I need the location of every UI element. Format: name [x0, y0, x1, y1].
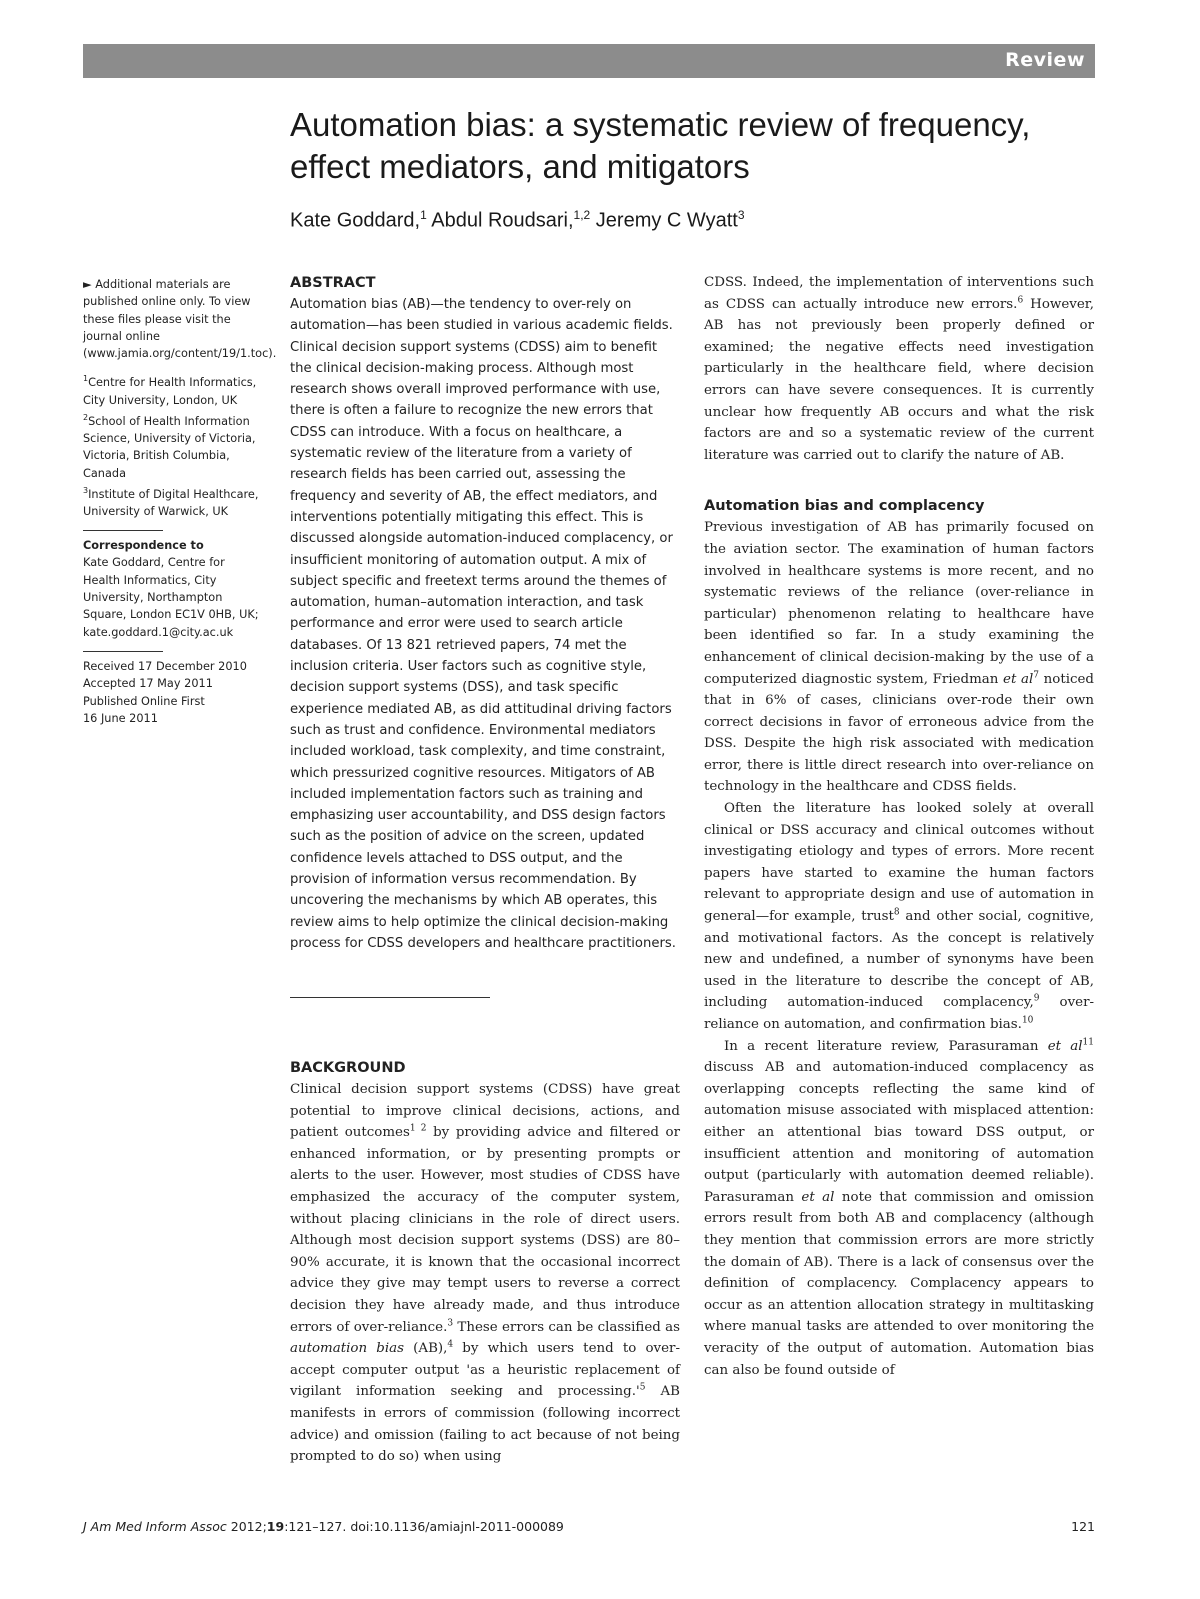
- reference-marker: 1 2: [409, 1123, 427, 1134]
- author-name: Kate Goddard,: [290, 209, 421, 232]
- abstract-section: [290, 272, 682, 954]
- body-paragraph: Often the literature has looked solely at overall clinical or DSS accuracy and clinical outcomes without investigating etiology and types of errors. More recent papers have started to examine the human factors relevant to appropriate design and use of automation in general—for example, trust$^8$ and other social, cognitive, and motivational factors. As the concept is relatively new and undefined, a number of synonyms have been used in the literature to describe the concept of AB, including automation-induced complacency,$^9$ over-reliance on automation, and confirmation bias.$^{10}$: [704, 801, 1094, 1032]
- author-name: Jeremy C Wyatt: [595, 209, 738, 232]
- affiliation: [83, 370, 263, 408]
- right-column: [704, 272, 1094, 1381]
- reference-marker: 8: [893, 907, 900, 918]
- body-paragraph: CDSS. Indeed, the implementation of interventions such as CDSS can actually introduce new errors.$^6$ However, AB has not previously been properly defined or examined; the negative effects need investigation particularly in the healthcare field, where decision errors can have severe consequences. It is currently unclear how frequently AB occurs and what the risk factors are and so a systematic review of the current literature was carried out to clarify the nature of AB.: [704, 275, 1094, 463]
- author-name: Abdul Roudsari,: [431, 209, 574, 232]
- section-banner: [83, 44, 1095, 78]
- page-footer: J Am Med Inform Assoc 2012;19:121–127. doi:10.1136/amiajnl-2011-000089 121: [83, 1519, 1095, 1534]
- abstract-divider: [290, 997, 490, 998]
- affiliation-text: School of Health Information Science, University of Victoria, Victoria, British Columbia, Canada: [83, 414, 256, 480]
- body-paragraph: In a recent literature review, Parasuraman et $al^{11}$ discuss AB and automation-induced complacency as overlapping concepts reflecting the same kind of automation misuse associated with misplaced attention: either an attentional bias toward DSS output, or insufficient attention and monitoring of automation output (particularly with automation deemed reliable). Parasuraman et al note that commission and omission errors result from both AB and complacency (although they mention that commission errors are more strictly the domain of AB). There is a lack of consensus over the definition of complacency. Complacency appears to occur as an attention allocation strategy in multitasking where manual tasks are attended to over monitoring the veracity of the output of automation. Automation bias can also be found outside of: [704, 1037, 1094, 1378]
- article-title: Automation bias: a systematic review of frequency, effect mediators, and mitigators: [290, 106, 1031, 185]
- doi-text: :121–127. doi:10.1136/amiajnl-2011-000089: [284, 1519, 564, 1534]
- reference-marker: 6: [1017, 295, 1024, 306]
- divider: [83, 530, 163, 531]
- background-paragraph: Clinical decision support systems (CDSS) have great potential to improve clinical decisions, actions, and patient outcomes$^{1 2}$ by providing advice and filtered or enhanced information, or by presenting prompts or alerts to the user. However, most studies of CDSS have emphasized the accuracy of the computer system, without placing clinicians in the role of direct users. Although most decision support systems (DSS) are 80–90% accurate, it is known that the occasional incorrect advice they give may tempt users to reverse a correct decision they have already made, and thus introduce errors of over-reliance.$^3$ These errors can be classified as automation bias (AB),$^4$ by which users tend to over-accept computer output 'as a heuristic replacement of vigilant information seeking and $processing.'^5$ AB manifests in errors of commission (following incorrect advice) and omission (failing to act because of not being prompted to do so) when using: [290, 1082, 681, 1465]
- affiliation-text: Centre for Health Informatics, City University, London, UK: [83, 376, 257, 407]
- reference-marker: 5: [639, 1382, 646, 1393]
- background-heading: BACKGROUND: [290, 1060, 406, 1076]
- affiliation-text: Institute of Digital Healthcare, University of Warwick, UK: [83, 487, 259, 518]
- affiliation: [83, 482, 263, 520]
- additional-materials-note: ► Additional materials are published online only. To view these files please visit the journal online (www.jamia.org/content/19/1.toc).: [83, 278, 277, 361]
- date-published: 16 June 2011: [83, 711, 158, 725]
- date-received: Received 17 December 2010: [83, 659, 247, 673]
- sidebar-notes: [83, 276, 277, 727]
- page-number: 121: [1071, 1519, 1095, 1534]
- author-affiliation: 1,2: [573, 208, 591, 222]
- section-label: Review: [1005, 49, 1085, 71]
- body-paragraph: Previous investigation of AB has primarily focused on the aviation sector. The examination of human factors involved in healthcare systems is more recent, and no systematic reviews of the reliance (over-reliance in particular) phenomenon relating to healthcare have been identified so far. In a study examining the enhancement of clinical decision-making by the use of a computerized diagnostic system, Friedman et $al^7$ noticed that in 6% of cases, clinicians over-rode their own correct decisions in favor of erroneous advice from the DSS. Despite the high risk associated with medication error, there is little direct research into over-reliance on technology in the healthcare and CDSS fields.: [704, 520, 1094, 795]
- reference-marker: 3: [447, 1318, 454, 1329]
- section-heading: Automation bias and complacency: [704, 498, 985, 515]
- reference-marker: 10: [1021, 1015, 1034, 1026]
- affiliation-number: 3: [83, 485, 89, 495]
- abstract-heading: ABSTRACT: [290, 275, 376, 291]
- affiliation-number: 2: [83, 412, 89, 422]
- volume-number: 19: [266, 1519, 285, 1534]
- author-affiliation: 1: [420, 208, 427, 222]
- reference-marker: 11: [1082, 1037, 1094, 1048]
- journal-citation: J Am Med Inform Assoc: [83, 1519, 227, 1534]
- divider: [83, 651, 163, 652]
- abstract-text: Automation bias (AB)—the tendency to over-rely on automation—has been studied in various academic fields. Clinical decision support systems (CDSS) aim to benefit the clinical decision-making process. Although most research shows overall improved performance with use, there is often a failure to recognize the new errors that CDSS can introduce. With a focus on healthcare, a systematic review of the literature from a variety of research fields has been carried out, assessing the frequency and severity of AB, the effect mediators, and interventions potentially mitigating this effect. This is discussed alongside automation-induced complacency, or insufficient monitoring of automation output. A mix of subject specific and freetext terms around the themes of automation, human–automation interaction, and task performance and error were used to search article databases. Of 13 821 retrieved papers, 74 met the inclusion criteria. User factors such as cognitive style, decision support systems (DSS), and task specific experience mediated AB, as did attitudinal driving factors such as trust and confidence. Environmental mediators included workload, task complexity, and time constraint, which pressurized cognitive resources. Mitigators of AB included implementation factors such as training and emphasizing user accountability, and DSS design factors such as the position of advice on the screen, updated confidence levels attached to DSS output, and the provision of information versus recommendation. By uncovering the mechanisms by which AB operates, this review aims to help optimize the clinical decision-making process for CDSS developers and healthcare practitioners.: [290, 297, 676, 951]
- author-affiliation: 3: [737, 208, 745, 222]
- affiliation: [83, 409, 263, 482]
- correspondence-heading: Correspondence to: [83, 539, 204, 553]
- background-section: [290, 1057, 680, 1468]
- affiliation-number: 1: [83, 374, 89, 384]
- reference-marker: 4: [447, 1339, 454, 1350]
- date-published-label: Published Online First: [83, 694, 205, 708]
- reference-marker: 7: [1033, 670, 1039, 681]
- reference-marker: 9: [1033, 993, 1040, 1004]
- correspondence-text: Kate Goddard, Centre for Health Informatics, City University, Northampton Square, London EC1V 0HB, UK; kate.goddard.1@city.ac.uk: [83, 556, 259, 639]
- date-accepted: Accepted 17 May 2011: [83, 677, 213, 691]
- author-list: [290, 208, 1090, 233]
